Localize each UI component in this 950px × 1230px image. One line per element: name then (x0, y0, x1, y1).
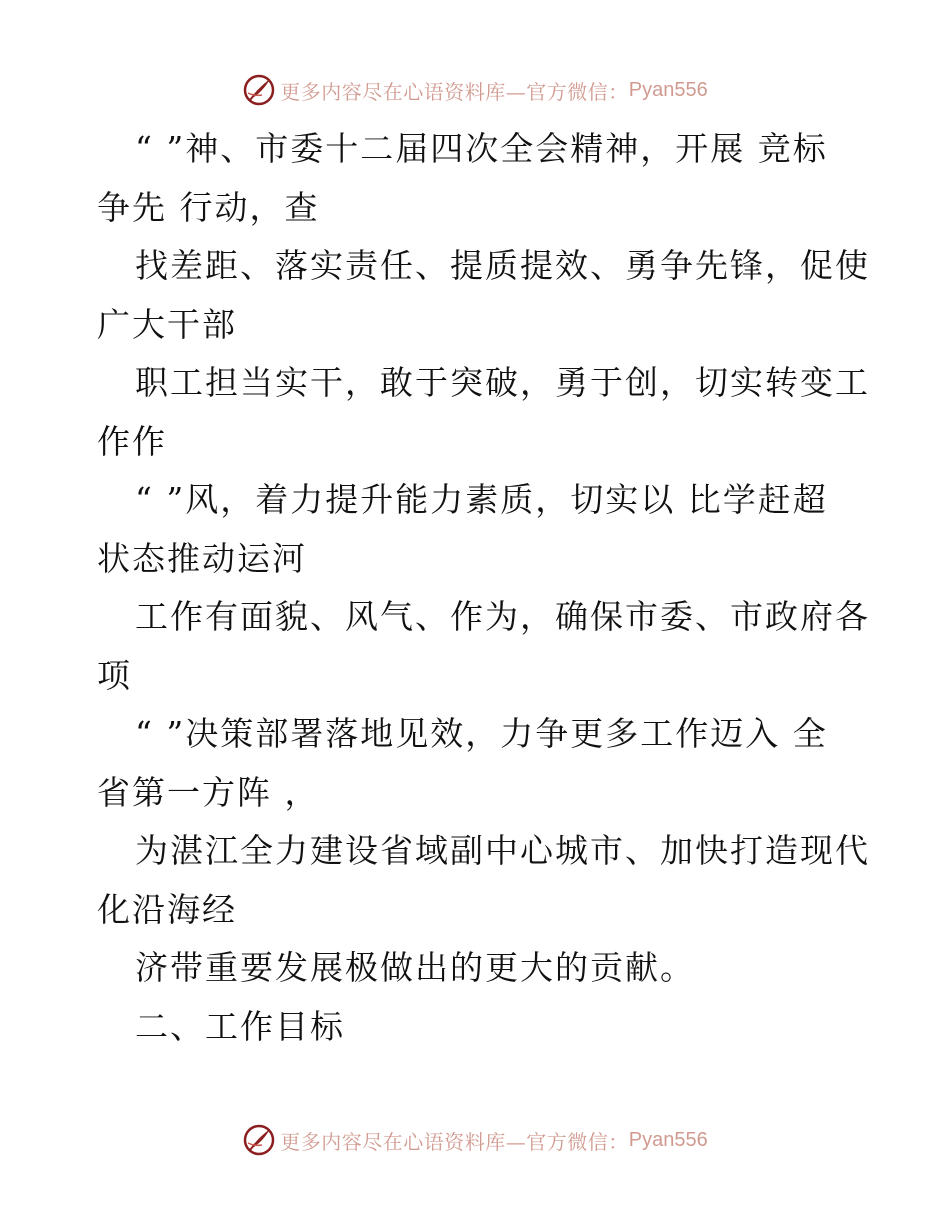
text-line: 找差距、落实责任、提质提效、勇争先锋，促使 (135, 246, 870, 285)
text-line: 工作有面貌、风气、作为，确保市委、市政府各 (135, 597, 870, 636)
text-line: 状态推动运河 (97, 538, 307, 578)
text-line: 广大干部 (97, 304, 237, 344)
body-text (97, 120, 870, 1056)
text-line: 项 (97, 655, 132, 695)
text-line: 职工担当实干，敢于突破，勇于创，切实转变工 (135, 363, 870, 402)
footer-wechat-id: Pyan556 (628, 1128, 708, 1151)
text-line: “ ”风，着力提升能力素质，切实以 比学赶超 (135, 480, 828, 519)
section-heading: 二、工作目标 (135, 1006, 345, 1046)
header-brand-text: 更多内容尽在心语资料库—官方微信： (280, 79, 629, 104)
header-watermark (0, 70, 950, 110)
header-wechat-id: Pyan556 (628, 78, 708, 101)
quill-pen-logo-icon (242, 73, 276, 107)
footer-watermark (0, 1120, 950, 1160)
text-line: 济带重要发展极做出的更大的贡献。 (135, 948, 695, 987)
footer-brand-text: 更多内容尽在心语资料库—官方微信： (280, 1129, 629, 1154)
text-line: 争先 行动，查 (97, 187, 320, 227)
text-line: 为湛江全力建设省域副中心城市、加快打造现代 (135, 831, 870, 870)
text-line: “ ”决策部署落地见效，力争更多工作迈入 全 (135, 714, 828, 753)
text-line: “ ”神、市委十二届四次全会精神，开展 竞标 (135, 129, 828, 168)
text-line: 化沿海经 (97, 889, 237, 929)
quill-pen-logo-icon (242, 1123, 276, 1157)
text-line: 省第一方阵 ， (97, 772, 320, 812)
text-line: 作作 (97, 421, 167, 461)
